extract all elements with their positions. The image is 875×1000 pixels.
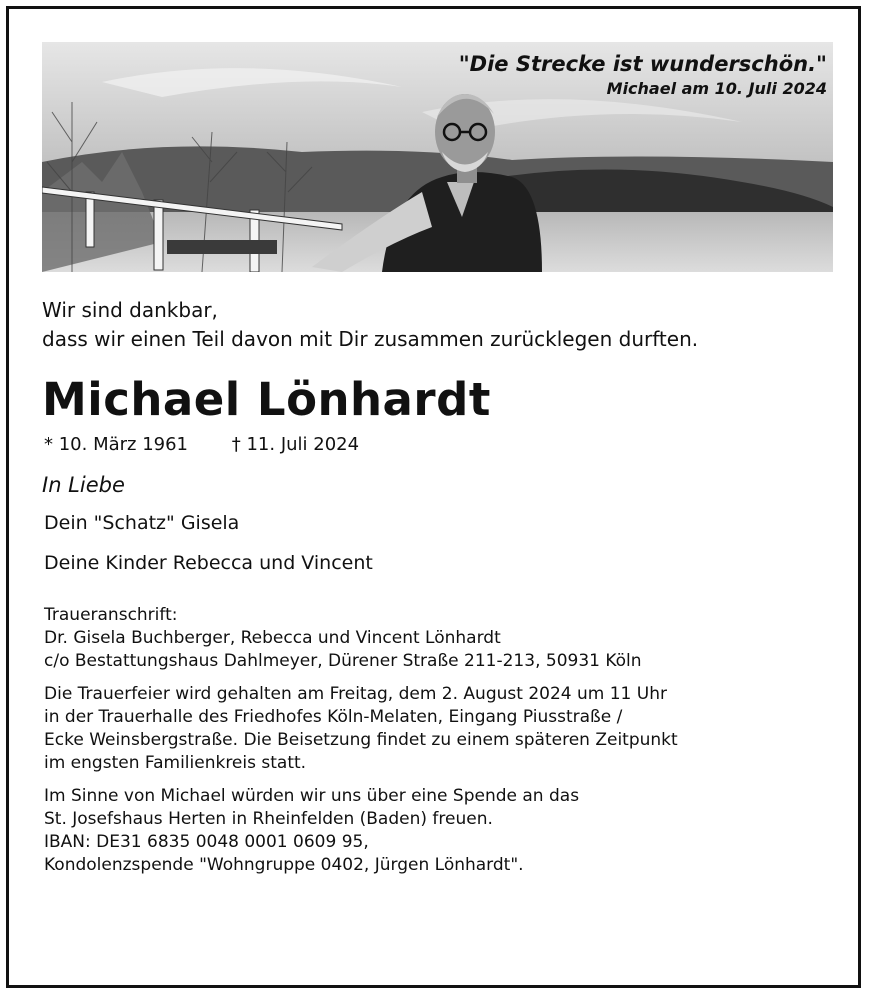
intro-line-1: Wir sind dankbar, <box>42 298 218 322</box>
address-line-1: Dr. Gisela Buchberger, Rebecca und Vincent Lönhardt <box>44 628 501 648</box>
donation-line-4: Kondolenzspende "Wohngruppe 0402, Jürgen Lönhardt". <box>44 855 524 875</box>
funeral-line-3: Ecke Weinsbergstraße. Die Beisetzung findet zu einem späteren Zeitpunkt <box>44 730 678 750</box>
in-love-heading: In Liebe <box>42 473 125 497</box>
donation-info <box>44 785 842 877</box>
obituary-content <box>42 296 842 877</box>
photo-quote <box>459 50 827 100</box>
life-dates <box>44 432 842 458</box>
death-date: † 11. Juli 2024 <box>231 434 360 455</box>
quote-attribution: Michael am 10. Juli 2024 <box>606 79 827 98</box>
donation-line-1: Im Sinne von Michael würden wir uns über eine Spende an das <box>44 786 580 806</box>
intro-line-2: dass wir einen Teil davon mit Dir zusammen zurücklegen durften. <box>42 327 699 351</box>
address-label: Traueranschrift: <box>44 605 178 625</box>
mourner-children: Deine Kinder Rebecca und Vincent <box>44 552 373 574</box>
funeral-line-2: in der Trauerhalle des Friedhofes Köln-Melaten, Eingang Piusstraße / <box>44 707 623 727</box>
funeral-info <box>44 683 842 775</box>
donation-line-2: St. Josefshaus Herten in Rheinfelden (Baden) freuen. <box>44 809 493 829</box>
funeral-line-4: im engsten Familienkreis statt. <box>44 753 307 773</box>
mourner-spouse: Dein "Schatz" Gisela <box>44 512 240 534</box>
deceased-name: Michael Lönhardt <box>42 373 491 426</box>
funeral-line-1: Die Trauerfeier wird gehalten am Freitag, dem 2. August 2024 um 11 Uhr <box>44 684 667 704</box>
donation-line-3: IBAN: DE31 6835 0048 0001 0609 95, <box>44 832 369 852</box>
intro-text <box>42 296 842 354</box>
memorial-photo <box>42 42 833 272</box>
mourning-address <box>44 604 842 673</box>
address-line-2: c/o Bestattungshaus Dahlmeyer, Dürener Straße 211-213, 50931 Köln <box>44 651 642 671</box>
quote-text: "Die Strecke ist wunderschön." <box>458 52 827 76</box>
birth-date: * 10. März 1961 <box>44 434 189 455</box>
